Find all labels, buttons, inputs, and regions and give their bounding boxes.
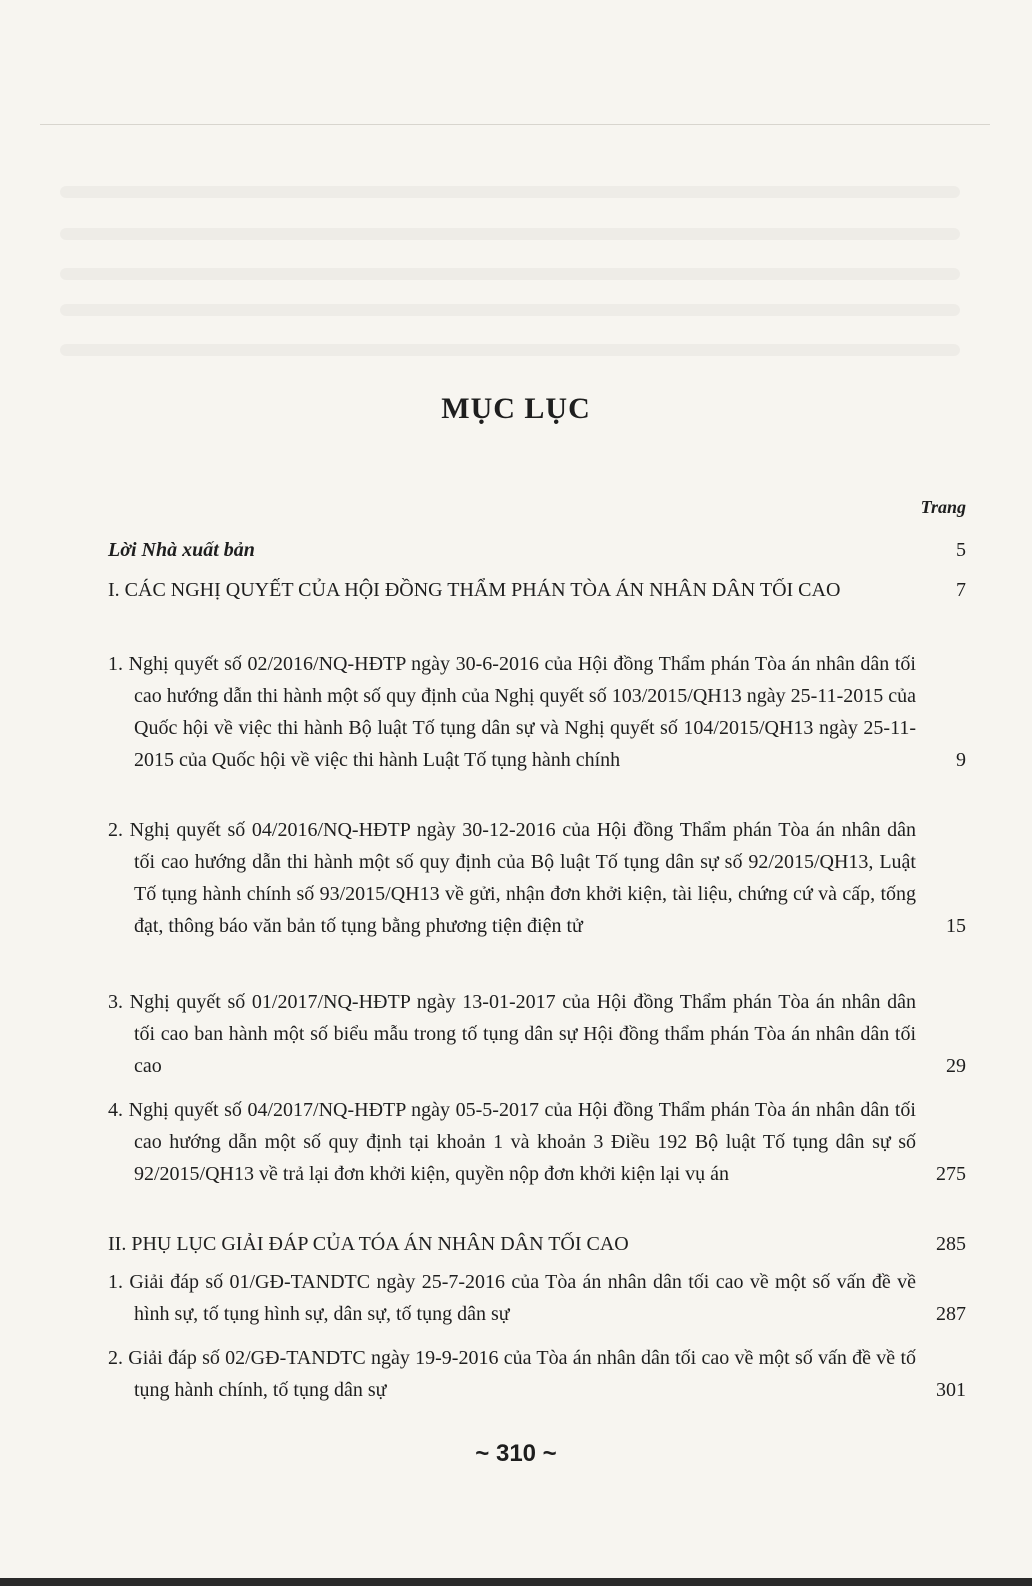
running-header-rule — [40, 124, 990, 125]
toc-entry-page: 5 — [956, 539, 966, 561]
toc-entry-page: 301 — [936, 1379, 966, 1401]
toc-entry-text: 1. Nghị quyết số 02/2016/NQ-HĐTP ngày 30-6-2016 của Hội đồng Thẩm phán Tòa án nhân dân tối cao hướng dẫn thi hành một số quy định của Nghị quyết số 103/2015/QH13 ngày 25-11-2015 của Quốc hội về việc thi hành Bộ luật Tố tụng dân sự và Nghị quyết số 104/2015/QH13 ngày 25-11-2015 của Quốc hội về việc thi hành Luật Tố tụng hành chính — [108, 653, 916, 771]
toc-entry-page: 15 — [946, 915, 966, 937]
toc-entry — [108, 574, 966, 606]
toc-entry-text: 4. Nghị quyết số 04/2017/NQ-HĐTP ngày 05-5-2017 của Hội đồng Thẩm phán Tòa án nhân dân tối cao hướng dẫn một số quy định tại khoản 1 và khoản 3 Điều 192 Bộ luật Tố tụng dân sự số 92/2015/QH13 về trả lại đơn khởi kiện, quyền nộp đơn khởi kiện lại vụ án — [108, 1099, 916, 1185]
page-column-header: Trang — [920, 497, 966, 517]
toc-entry — [108, 1094, 966, 1190]
toc-entry-text: 2. Nghị quyết số 04/2016/NQ-HĐTP ngày 30-12-2016 của Hội đồng Thẩm phán Tòa án nhân dân tối cao hướng dẫn thi hành một số quy định của Bộ luật Tố tụng dân sự số 92/2015/QH13, Luật Tố tụng hành chính số 93/2015/QH13 về gửi, nhận đơn khởi kiện, tài liệu, chứng cứ và cấp, tống đạt, thông báo văn bản tố tụng bằng phương tiện điện tử — [108, 819, 916, 937]
toc-entry — [108, 814, 966, 942]
bleed-through — [60, 268, 960, 280]
toc-entry-page: 7 — [956, 579, 966, 601]
bleed-through — [60, 304, 960, 316]
scan-edge — [0, 1578, 1032, 1586]
toc-entry — [108, 648, 966, 776]
toc-entry-page: 287 — [936, 1303, 966, 1325]
bleed-through — [60, 228, 960, 240]
toc-entry-page: 275 — [936, 1163, 966, 1185]
bleed-through — [60, 344, 960, 356]
toc-entry-page: 285 — [936, 1233, 966, 1255]
toc-entry — [108, 986, 966, 1082]
page-number: ~ 310 ~ — [475, 1440, 557, 1467]
toc-entry-text: I. CÁC NGHỊ QUYẾT CỦA HỘI ĐỒNG THẨM PHÁN TÒA ÁN NHÂN DÂN TỐI CAO — [108, 579, 841, 601]
toc-entry — [108, 1228, 966, 1260]
bleed-through — [60, 186, 960, 198]
toc-entry-text: 2. Giải đáp số 02/GĐ-TANDTC ngày 19-9-2016 của Tòa án nhân dân tối cao về một số vấn đề về tố tụng hành chính, tố tụng dân sự — [108, 1347, 916, 1401]
page-title: MỤC LỤC — [441, 392, 591, 425]
toc-entry-page: 29 — [946, 1055, 966, 1077]
toc-entry — [108, 1342, 966, 1406]
toc-entry — [108, 534, 966, 566]
toc-entry — [108, 1266, 966, 1330]
toc-entry-text: 3. Nghị quyết số 01/2017/NQ-HĐTP ngày 13-01-2017 của Hội đồng Thẩm phán Tòa án nhân dân tối cao ban hành một số biểu mẫu trong tố tụng dân sự Hội đồng thẩm phán Tòa án nhân dân tối cao — [108, 991, 916, 1077]
toc-entry-page: 9 — [956, 749, 966, 771]
toc-entry-text: II. PHỤ LỤC GIẢI ĐÁP CỦA TÓA ÁN NHÂN DÂN TỐI CAO — [108, 1233, 629, 1255]
toc-entry-text: Lời Nhà xuất bản — [108, 539, 255, 561]
toc-entry-text: 1. Giải đáp số 01/GĐ-TANDTC ngày 25-7-2016 của Tòa án nhân dân tối cao về một số vấn đề về hình sự, tố tụng hình sự, dân sự, tố tụng dân sự — [108, 1271, 916, 1325]
